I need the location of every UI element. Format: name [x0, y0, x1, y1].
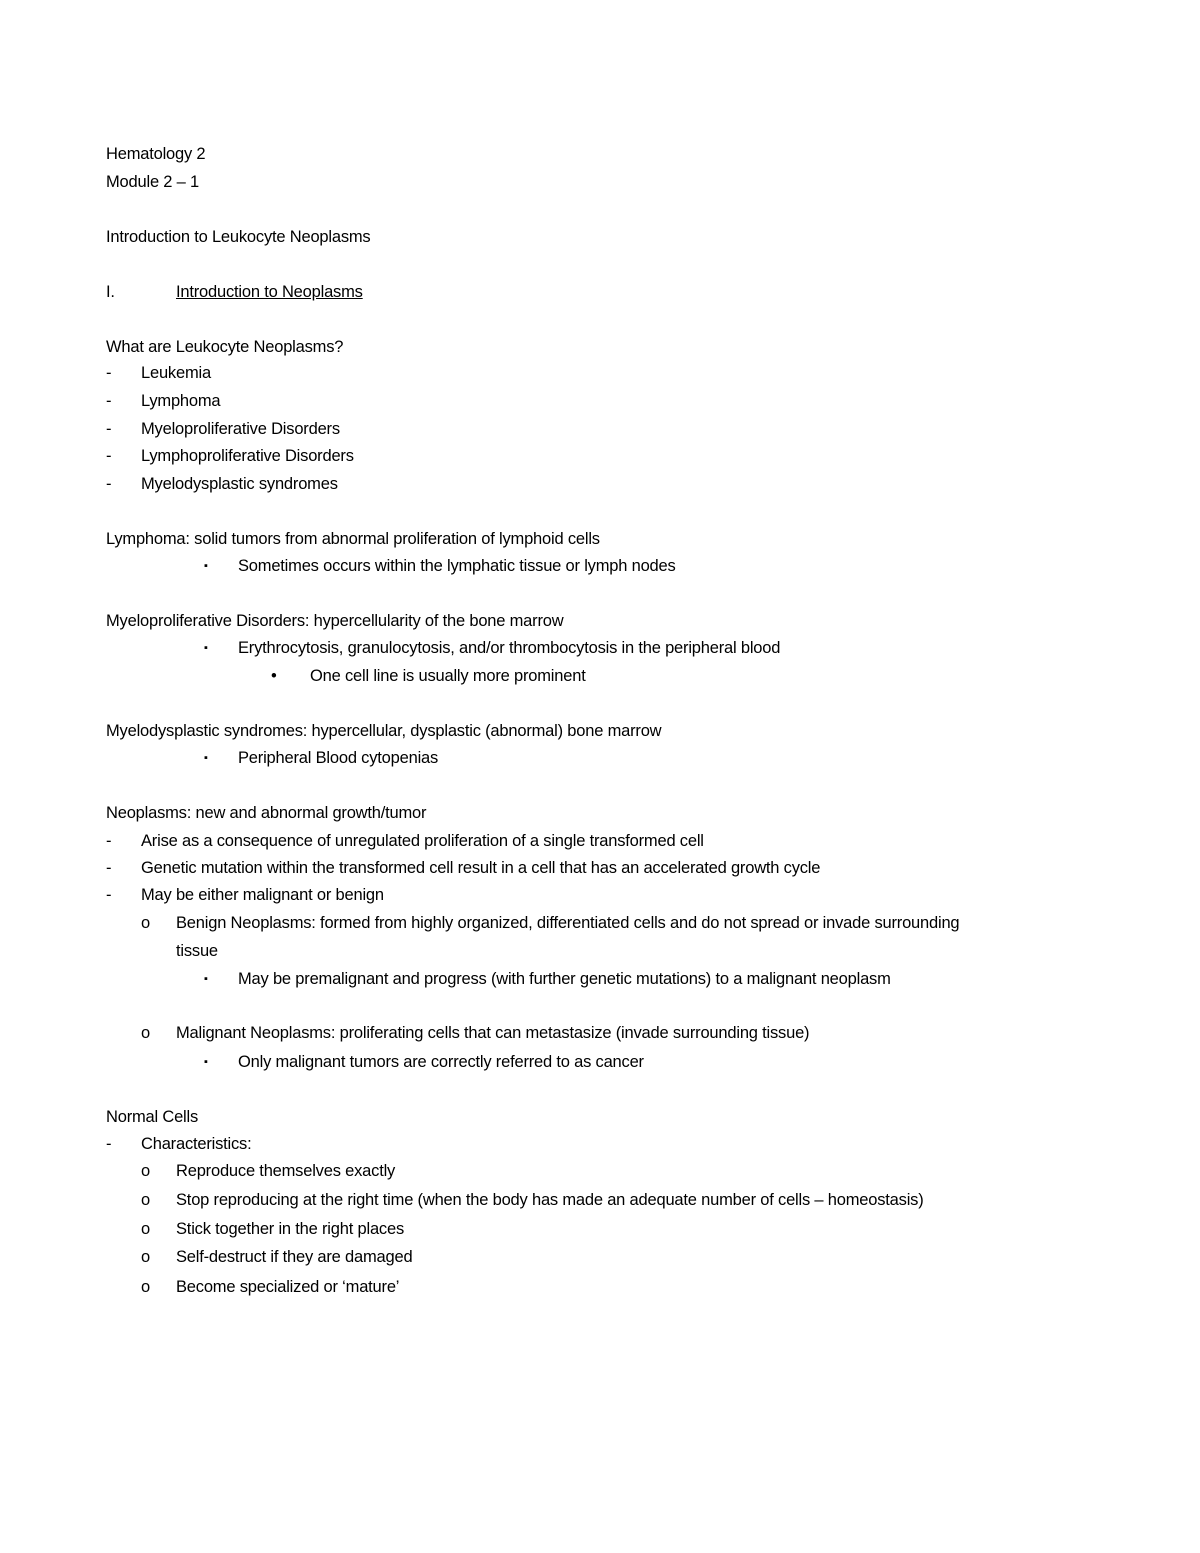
- list-item-text: Reproduce themselves exactly: [176, 1162, 396, 1180]
- dash-marker: -: [106, 447, 112, 465]
- list-item-text: Myelodysplastic syndromes: [141, 475, 338, 493]
- section-title: Introduction to Neoplasms: [176, 283, 363, 301]
- circle-marker: o: [141, 1024, 150, 1042]
- section-number: I.: [106, 283, 115, 301]
- circle-marker: o: [141, 1278, 150, 1296]
- myeloproliferative-definition: Myeloproliferative Disorders: hypercellularity of the bone marrow: [106, 612, 564, 630]
- square-bullet-icon: ▪: [204, 752, 208, 764]
- dash-marker: -: [106, 832, 112, 850]
- dash-marker: -: [106, 420, 112, 438]
- square-bullet-icon: ▪: [204, 560, 208, 572]
- dash-marker: -: [106, 364, 112, 382]
- list-item-text: Lymphoproliferative Disorders: [141, 447, 354, 465]
- course-title: Hematology 2: [106, 145, 206, 163]
- subitem-text: Sometimes occurs within the lymphatic tissue or lymph nodes: [238, 557, 676, 575]
- square-bullet-icon: ▪: [204, 642, 208, 654]
- dash-marker: -: [106, 475, 112, 493]
- circle-marker: o: [141, 1191, 150, 1209]
- myelodysplastic-definition: Myelodysplastic syndromes: hypercellular, dysplastic (abnormal) bone marrow: [106, 722, 662, 740]
- benign-text-line1: Benign Neoplasms: formed from highly organized, differentiated cells and do not spread or invade surrounding: [176, 914, 960, 932]
- dash-marker: -: [106, 859, 112, 877]
- list-item-text: Lymphoma: [141, 392, 221, 410]
- circle-marker: o: [141, 1220, 150, 1238]
- circle-marker: o: [141, 1248, 150, 1266]
- module-label: Module 2 – 1: [106, 173, 199, 191]
- what-are-heading: What are Leukocyte Neoplasms?: [106, 338, 344, 356]
- neoplasms-definition: Neoplasms: new and abnormal growth/tumor: [106, 804, 427, 822]
- list-item-text: Leukemia: [141, 364, 211, 382]
- list-item-text: May be either malignant or benign: [141, 886, 384, 904]
- list-item-text: Genetic mutation within the transformed cell result in a cell that has an accelerated growth cycle: [141, 859, 821, 877]
- dash-marker: -: [106, 886, 112, 904]
- list-item-text: Become specialized or ‘mature’: [176, 1278, 400, 1296]
- characteristics-label: Characteristics:: [141, 1135, 252, 1153]
- lymphoma-definition: Lymphoma: solid tumors from abnormal proliferation of lymphoid cells: [106, 530, 600, 548]
- subsubitem-text: One cell line is usually more prominent: [310, 667, 586, 685]
- list-item-text: Arise as a consequence of unregulated proliferation of a single transformed cell: [141, 832, 704, 850]
- list-item-text: Stick together in the right places: [176, 1220, 404, 1238]
- round-bullet-icon: •: [271, 667, 277, 685]
- subitem-text: Erythrocytosis, granulocytosis, and/or thrombocytosis in the peripheral blood: [238, 639, 781, 657]
- subitem-text: May be premalignant and progress (with further genetic mutations) to a malignant neoplasm: [238, 970, 891, 988]
- square-bullet-icon: ▪: [204, 973, 208, 985]
- normal-cells-heading: Normal Cells: [106, 1108, 199, 1126]
- square-bullet-icon: ▪: [204, 1056, 208, 1068]
- subitem-text: Only malignant tumors are correctly referred to as cancer: [238, 1053, 644, 1071]
- circle-marker: o: [141, 914, 150, 932]
- list-item-text: Stop reproducing at the right time (when the body has made an adequate number of cells – homeostasis): [176, 1191, 924, 1209]
- circle-marker: o: [141, 1162, 150, 1180]
- list-item-text: Myeloproliferative Disorders: [141, 420, 340, 438]
- benign-text-line2: tissue: [176, 942, 218, 960]
- subitem-text: Peripheral Blood cytopenias: [238, 749, 439, 767]
- malignant-text: Malignant Neoplasms: proliferating cells that can metastasize (invade surrounding tissue): [176, 1024, 810, 1042]
- list-item-text: Self-destruct if they are damaged: [176, 1248, 413, 1266]
- dash-marker: -: [106, 1135, 112, 1153]
- dash-marker: -: [106, 392, 112, 410]
- document-title: Introduction to Leukocyte Neoplasms: [106, 228, 371, 246]
